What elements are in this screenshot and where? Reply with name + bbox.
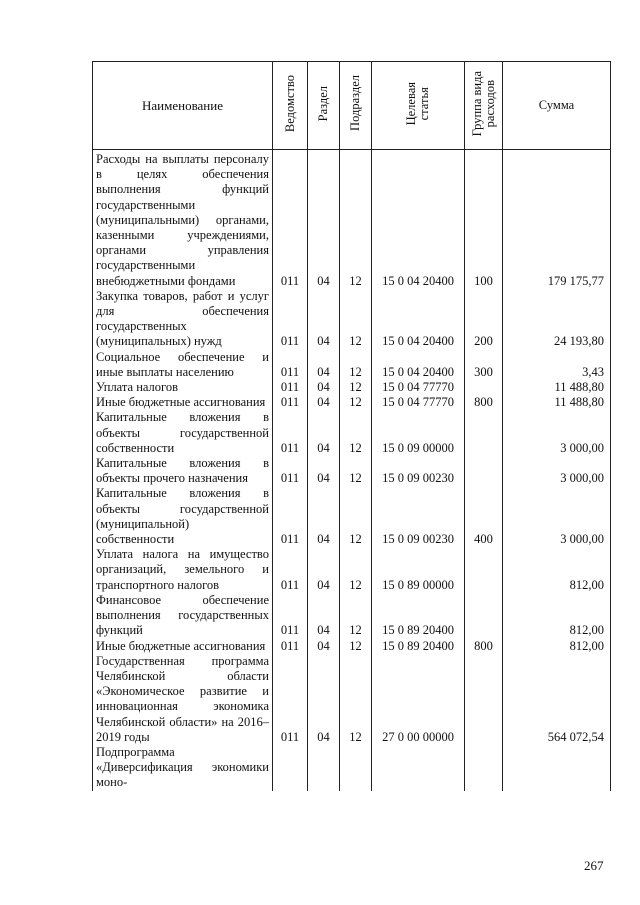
cell-razdel: 04 [308,486,340,547]
cell-summa: 812,00 [503,547,611,593]
table-row [93,150,611,289]
cell-celevaya-statya: 15 0 04 20400 [372,150,465,289]
cell-name: Капитальные вложения в объекты прочего назначения [93,456,273,486]
cell-vedomstvo: 011 [273,350,308,380]
cell-celevaya-statya: 15 0 09 00000 [372,410,465,456]
header-celevaya-statya: Целевая статья [372,62,465,150]
cell-vedomstvo: 011 [273,289,308,350]
cell-gruppa-vida [465,380,503,395]
page-number: 267 [584,858,604,873]
table-row [93,350,611,380]
cell-summa: 11 488,80 [503,380,611,395]
cell-podrazdel: 12 [340,456,372,486]
cell-summa: 24 193,80 [503,289,611,350]
cell-celevaya-statya [372,745,465,791]
cell-celevaya-statya: 15 0 89 20400 [372,593,465,639]
table-row [93,456,611,486]
cell-summa: 3,43 [503,350,611,380]
cell-name: Уплата налогов [93,380,273,395]
cell-gruppa-vida [465,745,503,791]
cell-razdel: 04 [308,150,340,289]
header-razdel: Раздел [308,62,340,150]
header-gruppa-vida-rashodov: Группа вида расходов [465,62,503,150]
table-header [93,62,611,150]
cell-razdel: 04 [308,395,340,410]
cell-name: Подпрограмма «Диверсификация экономики моно- [93,745,273,791]
cell-celevaya-statya: 15 0 04 20400 [372,289,465,350]
cell-name: Социальное обеспечение и иные выплаты населению [93,350,273,380]
cell-name: Финансовое обеспечение выполнения государственных функций [93,593,273,639]
cell-name: Государственная программа Челябинской области «Экономическое развитие и инновационная экономика Челябинской области» на 2016–2019 годы [93,654,273,745]
cell-gruppa-vida: 100 [465,150,503,289]
cell-razdel: 04 [308,289,340,350]
cell-summa: 3 000,00 [503,456,611,486]
cell-summa: 812,00 [503,593,611,639]
cell-celevaya-statya: 15 0 04 20400 [372,350,465,380]
cell-gruppa-vida: 800 [465,395,503,410]
cell-gruppa-vida [465,456,503,486]
header-summa: Сумма [503,62,611,150]
cell-gruppa-vida [465,654,503,745]
cell-podrazdel: 12 [340,380,372,395]
cell-vedomstvo [273,745,308,791]
cell-podrazdel: 12 [340,547,372,593]
header-podrazdel: Подраздел [340,62,372,150]
budget-table [92,61,611,791]
cell-vedomstvo: 011 [273,593,308,639]
cell-summa [503,745,611,791]
cell-vedomstvo: 011 [273,395,308,410]
table-row [93,547,611,593]
cell-razdel: 04 [308,547,340,593]
cell-podrazdel: 12 [340,289,372,350]
cell-name: Уплата налога на имущество организаций, земельного и транспортного налогов [93,547,273,593]
table-body [93,150,611,791]
cell-celevaya-statya: 15 0 09 00230 [372,486,465,547]
cell-summa: 179 175,77 [503,150,611,289]
cell-razdel: 04 [308,350,340,380]
cell-podrazdel: 12 [340,350,372,380]
table-row [93,745,611,791]
table-row [93,410,611,456]
cell-razdel: 04 [308,456,340,486]
cell-name: Капитальные вложения в объекты государственной собственности [93,410,273,456]
cell-gruppa-vida [465,593,503,639]
cell-vedomstvo: 011 [273,654,308,745]
cell-podrazdel: 12 [340,654,372,745]
cell-podrazdel: 12 [340,150,372,289]
table-row [93,639,611,654]
table-row [93,593,611,639]
cell-name: Иные бюджетные ассигнования [93,395,273,410]
cell-celevaya-statya: 15 0 89 20400 [372,639,465,654]
cell-podrazdel: 12 [340,410,372,456]
cell-vedomstvo: 011 [273,639,308,654]
cell-razdel: 04 [308,639,340,654]
cell-gruppa-vida: 200 [465,289,503,350]
cell-summa: 812,00 [503,639,611,654]
header-vedomstvo: Ведомство [273,62,308,150]
table-row [93,654,611,745]
cell-vedomstvo: 011 [273,380,308,395]
cell-vedomstvo: 011 [273,456,308,486]
cell-gruppa-vida: 300 [465,350,503,380]
table-row [93,289,611,350]
cell-gruppa-vida [465,410,503,456]
cell-name: Закупка товаров, работ и услуг для обеспечения государственных (муниципальных) нужд [93,289,273,350]
cell-celevaya-statya: 15 0 89 00000 [372,547,465,593]
cell-gruppa-vida [465,547,503,593]
cell-celevaya-statya: 15 0 04 77770 [372,395,465,410]
cell-vedomstvo: 011 [273,410,308,456]
cell-razdel: 04 [308,380,340,395]
table-row [93,486,611,547]
cell-razdel: 04 [308,410,340,456]
cell-celevaya-statya: 15 0 04 77770 [372,380,465,395]
cell-summa: 3 000,00 [503,486,611,547]
cell-celevaya-statya: 27 0 00 00000 [372,654,465,745]
cell-podrazdel: 12 [340,593,372,639]
cell-gruppa-vida: 400 [465,486,503,547]
header-name: Наименование [93,62,273,150]
cell-vedomstvo: 011 [273,547,308,593]
cell-razdel: 04 [308,593,340,639]
cell-name: Расходы на выплаты персоналу в целях обеспечения выполнения функций государственными (муниципальными) органами, казенными учреждениями, органами управления государственными внебюджетными фондами [93,150,273,289]
cell-vedomstvo: 011 [273,486,308,547]
cell-gruppa-vida: 800 [465,639,503,654]
cell-vedomstvo: 011 [273,150,308,289]
cell-summa: 564 072,54 [503,654,611,745]
cell-podrazdel: 12 [340,486,372,547]
cell-summa: 3 000,00 [503,410,611,456]
cell-podrazdel: 12 [340,639,372,654]
cell-name: Капитальные вложения в объекты государственной (муниципальной) собственности [93,486,273,547]
cell-razdel [308,745,340,791]
cell-name: Иные бюджетные ассигнования [93,639,273,654]
cell-summa: 11 488,80 [503,395,611,410]
cell-podrazdel [340,745,372,791]
table-row [93,395,611,410]
table-row [93,380,611,395]
cell-celevaya-statya: 15 0 09 00230 [372,456,465,486]
cell-podrazdel: 12 [340,395,372,410]
cell-razdel: 04 [308,654,340,745]
